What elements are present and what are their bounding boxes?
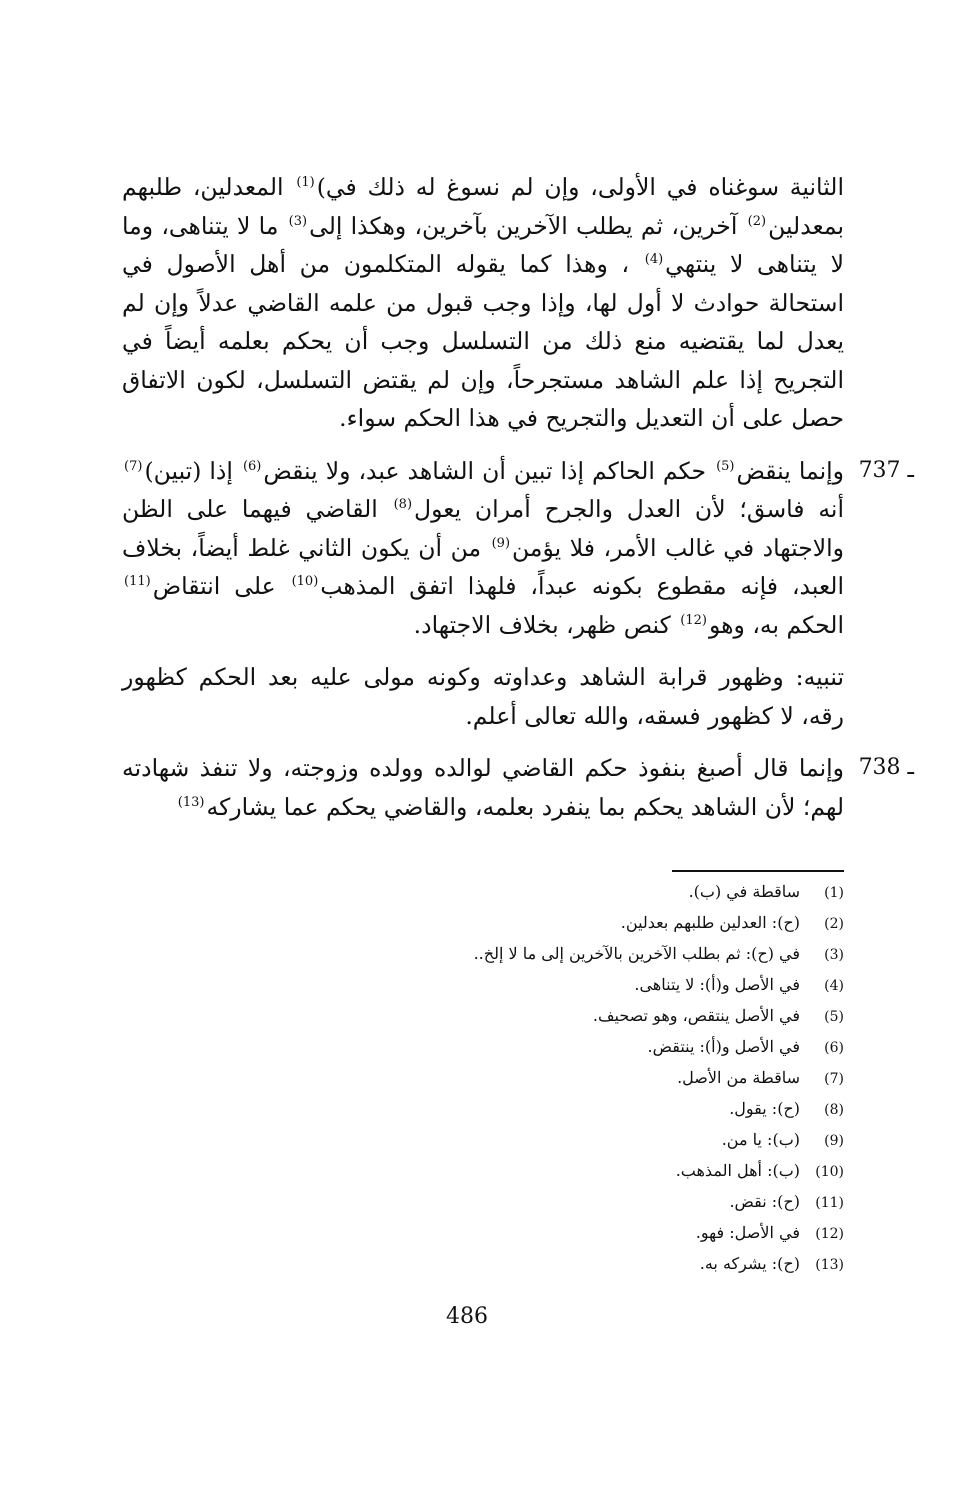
paragraph-number: 738 ـ xyxy=(858,755,914,780)
footnote-item xyxy=(122,877,844,908)
text-segment: كنص ظهر، بخلاف الاجتهاد. xyxy=(413,610,679,639)
footnote-number: (5) xyxy=(824,1009,844,1025)
footnote-number: (3) xyxy=(824,947,844,963)
text-segment: المعدلين، طلبهم بمعدلين xyxy=(122,173,845,240)
footnote-text: في الأصل و(أ): لا يتناهى. xyxy=(634,975,800,994)
footnote-ref-1[interactable]: (1) xyxy=(296,175,315,191)
footnote-text: ساقطة من الأصل. xyxy=(677,1068,800,1087)
footnote-text: في (ح): ثم بطلب الآخرين بالآخرين إلى ما لا إلخ.. xyxy=(473,944,800,963)
footnote-ref-8[interactable]: (8) xyxy=(393,497,413,513)
text-segment: القاضي فيهما على الظن والاجتهاد في غالب الأمر، فلا يؤمن xyxy=(122,495,844,562)
footnote-text: (ح): يقول. xyxy=(729,1099,800,1118)
text-segment: ، وهذا كما يقوله المتكلمون من أهل الأصول في استحالة حوادث لا أول لها، وإذا وجب قبول من علمه القاضي عدلاً وإن لم يعدل لما يقتضيه منع ذلك من التسلسل وجب أن يحكم بعلمه أيضاً في التجريح إذا علم الشاهد مستجرحاً، وإن لم يقتض التسلسل، لكون الاتفاق حصل على أن التعديل والتجريح في هذا الحكم سواء. xyxy=(122,250,844,432)
footnote-ref-13[interactable]: (13) xyxy=(177,794,205,810)
footnote-number: (11) xyxy=(815,1195,844,1211)
footnote-item xyxy=(122,908,844,939)
footnote-text: (ب): أهل المذهب. xyxy=(675,1161,800,1180)
text-segment: حكم الحاكم إذا تبين أن الشاهد عبد، ولا ينقض xyxy=(263,456,715,485)
text-segment: الثانية سوغناه في الأولى، وإن لم نسوغ له ذلك في) xyxy=(316,173,844,201)
paragraph-737 xyxy=(122,452,914,645)
footnote-item xyxy=(122,1125,844,1156)
paragraph-note: تنبيه: وظهور قرابة الشاهد وعداوته وكونه مولى عليه بعد الحكم كظهور رقه، لا كظهور فسقه، والله تعالى أعلم. xyxy=(122,663,844,730)
footnote-text: (ب): يا من. xyxy=(721,1130,800,1149)
footnote-text: في الأصل و(أ): ينتقض. xyxy=(647,1037,800,1056)
footnote-item xyxy=(122,1094,844,1125)
footnote-number: (12) xyxy=(815,1226,844,1242)
text-segment: من أن يكون الثاني غلط أيضاً، بخلاف العبد، فإنه مقطوع بكونه عبداً، فلهذا اتفق المذهب xyxy=(122,533,844,600)
footnote-item xyxy=(122,939,844,970)
footnote-number: (7) xyxy=(824,1071,844,1087)
footnote-number: (2) xyxy=(824,916,844,932)
footnote-divider xyxy=(672,870,844,872)
footnote-ref-7[interactable]: (7) xyxy=(124,458,143,474)
text-segment: الحكم به، وهو xyxy=(708,610,844,639)
paragraph-number: 737 ـ xyxy=(858,457,914,483)
text-segment: إذا (تبين) xyxy=(144,456,241,485)
footnote-item xyxy=(122,1001,844,1032)
footnote-item xyxy=(122,1187,844,1218)
text-segment: على انتقاض xyxy=(152,572,290,600)
footnote-number: (13) xyxy=(815,1257,844,1273)
footnotes-list xyxy=(122,877,844,1280)
footnote-item xyxy=(122,1032,844,1063)
text-segment: أنه فاسق؛ لأن العدل والجرح أمران يعول xyxy=(414,495,844,523)
footnote-item xyxy=(122,970,844,1001)
footnote-ref-6[interactable]: (6) xyxy=(242,458,262,474)
page-number: 486 xyxy=(446,1304,488,1329)
footnote-ref-11[interactable]: (11) xyxy=(124,574,151,590)
footnote-ref-5[interactable]: (5) xyxy=(716,458,735,474)
footnote-number: (4) xyxy=(824,978,844,994)
footnote-ref-10[interactable]: (10) xyxy=(291,574,319,590)
footnote-item xyxy=(122,1249,844,1280)
footnote-item xyxy=(122,1156,844,1187)
footnote-number: (6) xyxy=(824,1040,844,1056)
footnote-text: (ح): العدلين طلبهم بعدلين. xyxy=(620,913,800,932)
paragraph-738 xyxy=(122,749,914,826)
footnote-number: (9) xyxy=(824,1133,844,1149)
footnote-text: ساقطة في (ب). xyxy=(688,882,800,901)
paragraph-continuation xyxy=(122,168,844,438)
footnote-text: (ح): نقض. xyxy=(729,1192,800,1211)
footnote-text: (ح): يشركه به. xyxy=(699,1254,800,1273)
text-segment: وإنما ينقض xyxy=(736,456,844,485)
footnote-number: (1) xyxy=(824,885,844,901)
text-segment: ما لا يتناهى، وما لا يتناهى لا ينتهي xyxy=(122,211,844,278)
footnote-text: في الأصل ينتقص، وهو تصحيف. xyxy=(592,1006,800,1025)
main-text xyxy=(122,168,914,840)
text-segment: وإنما قال أصبغ بنفوذ حكم القاضي لوالده وولده وزوجته، ولا تنفذ شهادته لهم؛ لأن الشاهد يحكم بما ينفرد بعلمه، والقاضي يحكم عما يشاركه xyxy=(122,754,844,821)
footnote-ref-12[interactable]: (12) xyxy=(680,612,707,628)
footnote-text: في الأصل: فهو. xyxy=(695,1223,800,1242)
footnote-ref-3[interactable]: (3) xyxy=(288,213,308,229)
text-segment: آخرين، ثم يطلب الآخرين بآخرين، وهكذا إلى xyxy=(309,211,746,240)
footnote-number: (8) xyxy=(824,1102,844,1118)
footnote-ref-9[interactable]: (9) xyxy=(491,535,511,551)
footnote-item xyxy=(122,1218,844,1249)
footnote-ref-4[interactable]: (4) xyxy=(644,252,664,268)
footnote-item xyxy=(122,1063,844,1094)
footnote-ref-2[interactable]: (2) xyxy=(747,213,767,229)
footnote-number: (10) xyxy=(815,1164,844,1180)
